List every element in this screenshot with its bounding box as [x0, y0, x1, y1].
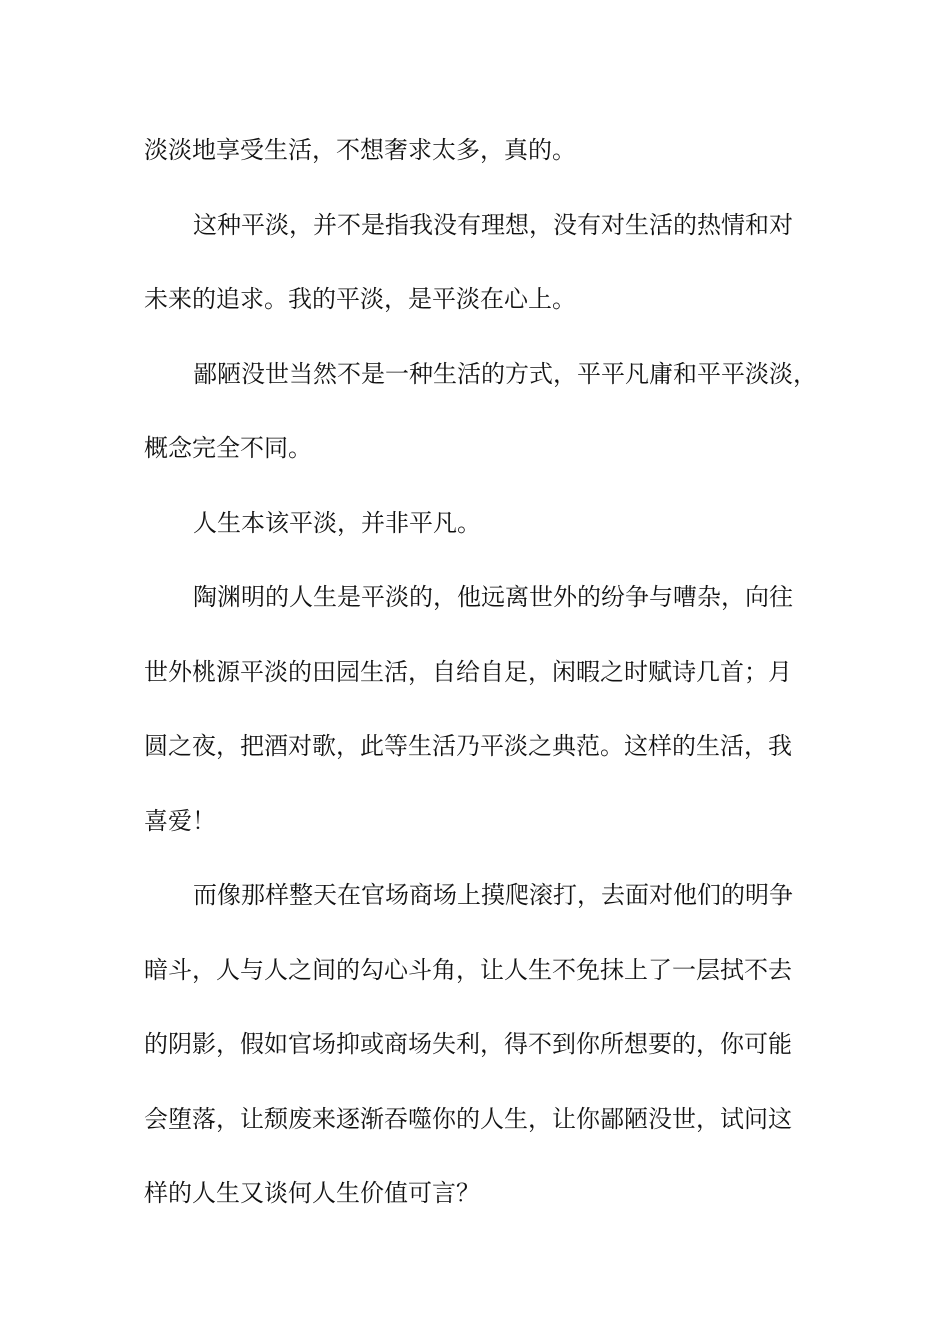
- text-line: 世外桃源平淡的田园生活，自给自足，闲暇之时赋诗几首；月: [144, 658, 792, 686]
- text-line: 样的人生又谈何人生价值可言？: [144, 1179, 480, 1207]
- text-line: 圆之夜，把酒对歌，此等生活乃平淡之典范。这样的生活，我: [144, 732, 792, 760]
- text-line: 会堕落，让颓废来逐渐吞噬你的人生，让你鄙陋没世，试问这: [144, 1105, 792, 1133]
- text-line: 暗斗，人与人之间的勾心斗角，让人生不免抹上了一层拭不去: [144, 956, 792, 984]
- text-line: 喜爱！: [144, 807, 216, 835]
- text-line: 而像那样整天在官场商场上摸爬滚打，去面对他们的明争: [193, 881, 793, 909]
- text-line: 鄙陋没世当然不是一种生活的方式，平平凡庸和平平淡淡，: [193, 360, 817, 388]
- text-line: 这种平淡，并不是指我没有理想，没有对生活的热情和对: [193, 211, 793, 239]
- text-line: 的阴影，假如官场抑或商场失利，得不到你所想要的，你可能: [144, 1030, 792, 1058]
- text-line: 人生本该平淡，并非平凡。: [193, 509, 481, 537]
- text-line: 陶渊明的人生是平淡的，他远离世外的纷争与嘈杂，向往: [193, 583, 793, 611]
- text-line: 未来的追求。我的平淡，是平淡在心上。: [144, 285, 576, 313]
- text-line: 淡淡地享受生活，不想奢求太多，真的。: [144, 136, 576, 164]
- text-line: 概念完全不同。: [144, 434, 312, 462]
